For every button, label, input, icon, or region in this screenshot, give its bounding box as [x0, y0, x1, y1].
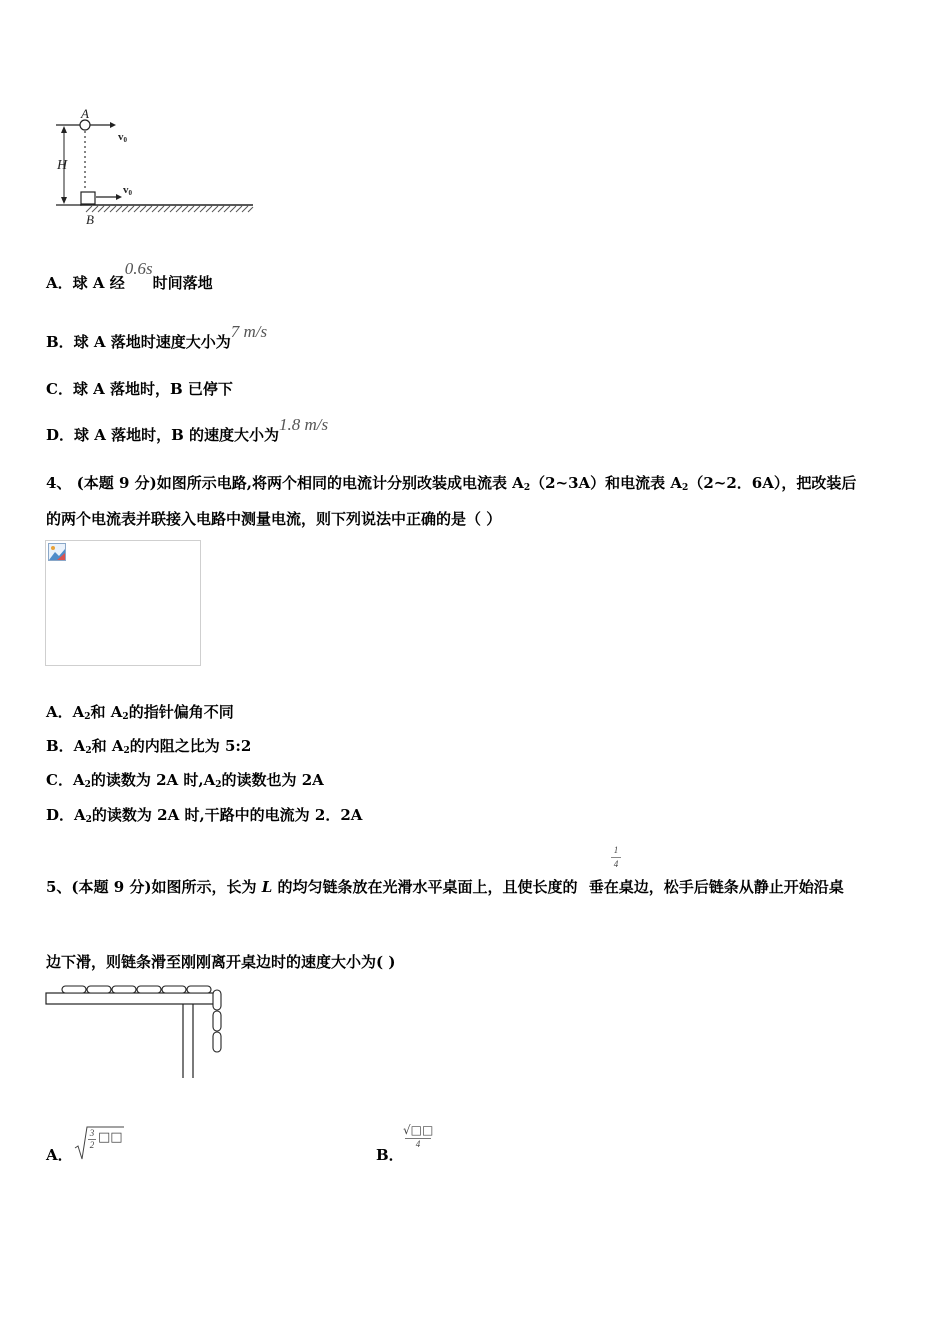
q5-option-a-label: A．	[46, 1146, 73, 1164]
q4-option-a: A．$A_2$和 $A_2$的指针偏角不同	[46, 703, 234, 722]
label-a: A	[81, 106, 89, 121]
q3-option-d: D．球 A 落地时，B 的速度大小为1.8 m/s	[46, 415, 329, 444]
chain-table-figure	[44, 984, 229, 1080]
q3-option-a: A．球 A 经0.6s时间落地	[46, 259, 213, 292]
q5-stem-line1: 5、(本题 9 分)如图所示，长为 L 的均匀链条放在光滑水平桌面上，且使长度的 垂在桌边，松手后链条从静止开始沿桌	[46, 878, 844, 896]
q5-option-a-formula: 3 2 □□	[74, 1124, 126, 1162]
q5-fraction: 1 4	[611, 846, 621, 869]
label-v0-top: v	[118, 131, 124, 143]
projectile-figure	[50, 105, 260, 230]
q3-option-b: B．球 A 落地时速度大小为7 m/s	[46, 322, 268, 351]
q4-option-b: B．$A_2$和 $A_2$的内阻之比为 5:2	[46, 737, 252, 756]
q5-option-b-formula: √□□ 4	[403, 1123, 434, 1149]
svg-text:v0: v0	[118, 131, 127, 144]
q4-option-d: D．$A_2$的读数为 2A 时,干路中的电流为 2．2A	[46, 806, 363, 825]
q4-option-c: C．$A_2$的读数为 2A 时$,A_2$的读数也为 2A	[46, 771, 324, 790]
q5-stem-line2: 边下滑，则链条滑至刚刚离开桌边时的速度大小为( )	[46, 953, 396, 971]
q4-stem-line2: 的两个电流表并联接入电路中测量电流，则下列说法中正确的是（ ）	[46, 510, 502, 528]
q5-option-b-label: B．	[376, 1146, 404, 1164]
label-h: H	[57, 158, 68, 173]
svg-text:v0: v0	[123, 184, 132, 197]
ball-a	[80, 120, 90, 130]
label-v0-bottom: v	[123, 184, 129, 196]
q4-stem-line1: 4、 (本题 9 分)如图所示电路,将两个相同的电流计分别改装成电流表 $A_2(2\sim 3A)$和电流表 $A_2(2\sim 2$．6A），把改装后	[46, 474, 857, 493]
circuit-image-placeholder	[45, 540, 201, 666]
label-b: B	[86, 212, 94, 227]
block-b	[81, 192, 95, 204]
q3-option-c: C．球 A 落地时，B 已停下	[46, 380, 233, 398]
broken-image-icon	[48, 543, 66, 561]
